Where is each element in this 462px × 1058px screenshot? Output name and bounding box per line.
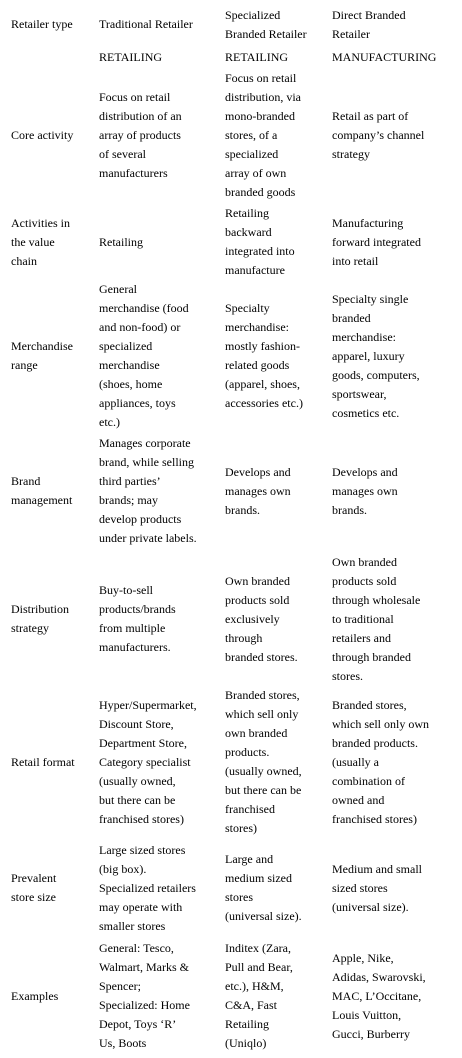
table-cell: Branded stores, which sell only own branded products. (usually a combination of owned and franchised stores) (332, 697, 429, 826)
row-label: Merchandise range (11, 339, 73, 372)
header-sub-specialized: RETAILING (225, 50, 289, 64)
table-cell: Apple, Nike, Adidas, Swarovski, MAC, L’Occitane, Louis Vuitton, Gucci, Burberry (332, 950, 426, 1041)
row-label: Core activity (11, 127, 74, 142)
table-cell: Buy-to-sell products/brands from multiple manufacturers. (99, 583, 176, 654)
table-cell: Hyper/Supermarket, Discount Store, Department Store, Category specialist (usually owned, but there can be franchised stores) (99, 697, 197, 826)
table-cell: Own branded products sold exclusively through branded stores. (225, 573, 298, 664)
table-cell: Manages corporate brand, while selling third parties’ brands; may develop products under private labels. (99, 436, 197, 545)
table-cell: Manufacturing forward integrated into retail (332, 215, 421, 268)
table-cell: Large sized stores (big box). Specialized retailers may operate with smaller stores (99, 842, 196, 933)
header-col-specialized: Specialized Branded Retailer (225, 8, 307, 41)
table-cell: General merchandise (food and non-food) or specialized merchandise (shoes, home appliances, toys etc.) (99, 282, 189, 429)
table-cell: Own branded products sold through wholesale to traditional retailers and through branded stores. (332, 554, 421, 683)
row-label: Brand management (11, 474, 73, 507)
header-col-traditional: Traditional Retailer (99, 17, 193, 31)
table-cell: Large and medium sized stores (universal size). (225, 852, 302, 923)
row-label: Prevalent store size (11, 871, 57, 904)
table-cell: Develops and manages own brands. (225, 464, 291, 517)
table-cell: Retailing (99, 234, 143, 249)
table-cell: Develops and manages own brands. (332, 464, 398, 517)
row-label: Activities in the value chain (11, 215, 70, 268)
row-label: Distribution strategy (11, 602, 70, 635)
table-cell: Focus on retail distribution, via mono-branded stores, of a specialized array of own branded goods (225, 70, 301, 199)
header-col-direct: Direct Branded Retailer (332, 8, 406, 41)
table-cell: Branded stores, which sell only own branded products. (usually owned, but there can be franchised stores) (225, 688, 302, 835)
header-sub-traditional: RETAILING (99, 50, 163, 64)
table-cell: Specialty single branded merchandise: apparel, luxury goods, computers, sportswear, cosmetics etc. (332, 291, 420, 420)
table-cell: General: Tesco, Walmart, Marks & Spencer; Specialized: Home Depot, Toys ‘R’ Us, Boots (99, 941, 190, 1050)
table-cell: Focus on retail distribution of an array of products of several manufacturers (99, 89, 182, 180)
row-label: Examples (11, 988, 59, 1003)
header-retailer-type: Retailer type (11, 17, 73, 31)
table-cell: Retail as part of company’s channel strategy (332, 108, 425, 161)
row-label: Retail format (11, 754, 75, 769)
table-cell: Specialty merchandise: mostly fashion- related goods (apparel, shoes, accessories etc.) (225, 301, 303, 410)
table-cell: Inditex (Zara, Pull and Bear, etc.), H&M, C&A, Fast Retailing (Uniqlo) (225, 941, 293, 1050)
header-sub-direct: MANUFACTURING (332, 50, 437, 64)
table-cell: Medium and small sized stores (universal size). (332, 861, 422, 914)
table-cell: Retailing backward integrated into manufacture (225, 206, 295, 277)
